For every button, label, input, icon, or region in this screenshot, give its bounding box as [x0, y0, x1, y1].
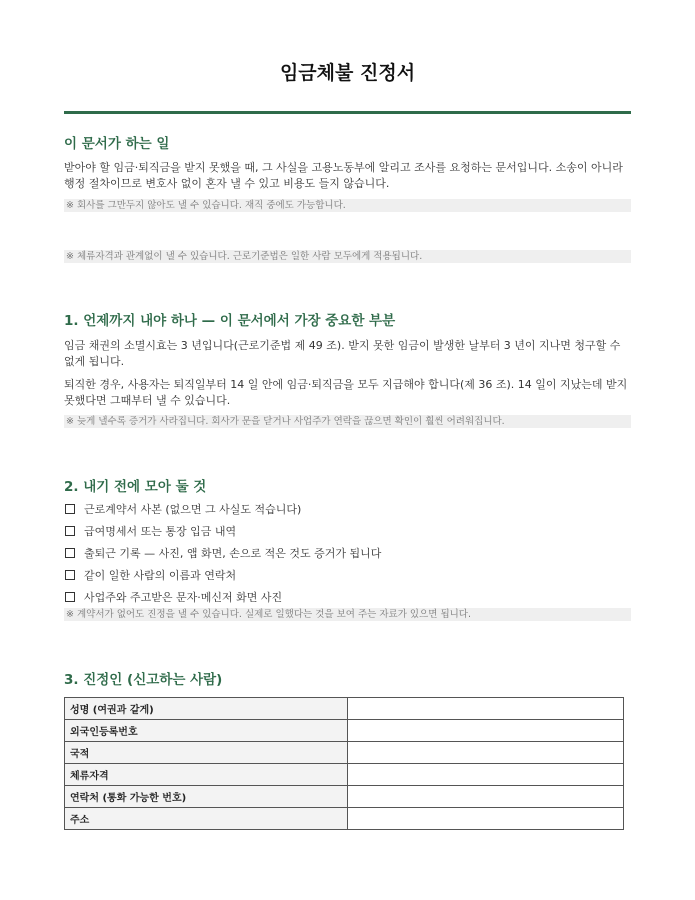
- table-row: [65, 742, 624, 764]
- row-label: 외국인등록번호: [65, 720, 348, 742]
- applicant-table: [64, 697, 624, 830]
- section-2-note: ※ 계약서가 없어도 진정을 낼 수 있습니다. 실제로 일했다는 것을 보여 주는 자료가 있으면 됩니다.: [64, 608, 631, 621]
- checklist-item: [64, 542, 631, 564]
- row-label: 체류자격: [65, 764, 348, 786]
- document-title: 임금체불 진정서: [279, 62, 416, 84]
- section-1-note: ※ 늦게 낼수록 증거가 사라집니다. 회사가 문을 닫거나 사업주가 연락을 끊으면 확인이 훨씬 어려워집니다.: [64, 415, 631, 428]
- section-3-heading: 3. 진정인 (신고하는 사람): [64, 672, 223, 688]
- row-label: 연락처 (통화 가능한 번호): [65, 786, 348, 808]
- section-1-para-1: 임금 채권의 소멸시효는 3 년입니다(근로기준법 제 49 조). 받지 못한 임금이 발생한 날부터 3 년이 지나면 청구할 수 없게 됩니다.: [64, 339, 621, 368]
- section-2: [64, 475, 631, 621]
- nationality-field[interactable]: [348, 742, 624, 764]
- checklist-item-label: 급여명세서 또는 통장 입금 내역: [84, 525, 237, 538]
- row-label: 성명 (여권과 같게): [65, 698, 348, 720]
- section-2-heading: 2. 내기 전에 모아 둘 것: [64, 479, 207, 495]
- table-row: [65, 720, 624, 742]
- checkbox-icon[interactable]: [65, 592, 75, 602]
- checklist-item-label: 근로계약서 사본 (없으면 그 사실도 적습니다): [84, 503, 302, 516]
- checklist-item: [64, 498, 631, 520]
- section-1-heading: 1. 언제까지 내야 하나 — 이 문서에서 가장 중요한 부분: [64, 313, 396, 329]
- row-label: 국적: [65, 742, 348, 764]
- section-3: [64, 668, 631, 830]
- intro-note-2: ※ 체류자격과 관계없이 낼 수 있습니다. 근로기준법은 일한 사람 모두에게 적용됩니다.: [64, 250, 631, 263]
- name-field[interactable]: [348, 698, 624, 720]
- table-row: [65, 786, 624, 808]
- checkbox-icon[interactable]: [65, 570, 75, 580]
- title-divider: [64, 111, 631, 114]
- intro-section: [64, 132, 631, 212]
- section-1-para-2: 퇴직한 경우, 사용자는 퇴직일부터 14 일 안에 임금·퇴직금을 모두 지급해야 합니다(제 36 조). 14 일이 지났는데 받지 못했다면 그때부터 낼 수 있습니다.: [64, 378, 628, 407]
- intro-note-2-wrap: [64, 250, 631, 263]
- intro-body: 받아야 할 임금·퇴직금을 받지 못했을 때, 그 사실을 고용노동부에 알리고 조사를 요청하는 문서입니다. 소송이 아니라 행정 절차이므로 변호사 없이 혼자 낼 수 있고 비용도 들지 않습니다.: [64, 161, 623, 190]
- checklist-item: [64, 520, 631, 542]
- checklist-item-label: 사업주와 주고받은 문자·메신저 화면 사진: [84, 591, 283, 604]
- registration-number-field[interactable]: [348, 720, 624, 742]
- intro-note-1: ※ 회사를 그만두지 않아도 낼 수 있습니다. 재직 중에도 가능합니다.: [64, 199, 631, 212]
- row-label: 주소: [65, 808, 348, 830]
- visa-status-field[interactable]: [348, 764, 624, 786]
- phone-field[interactable]: [348, 786, 624, 808]
- checklist-item: [64, 586, 631, 608]
- table-row: [65, 808, 624, 830]
- checklist-item-label: 같이 일한 사람의 이름과 연락처: [84, 569, 237, 582]
- checkbox-icon[interactable]: [65, 548, 75, 558]
- address-field[interactable]: [348, 808, 624, 830]
- checkbox-icon[interactable]: [65, 526, 75, 536]
- table-row: [65, 764, 624, 786]
- intro-heading: 이 문서가 하는 일: [64, 136, 170, 152]
- checklist: [64, 498, 631, 608]
- checklist-item: [64, 564, 631, 586]
- checkbox-icon[interactable]: [65, 504, 75, 514]
- section-1: [64, 309, 631, 428]
- checklist-item-label: 출퇴근 기록 — 사진, 앱 화면, 손으로 적은 것도 증거가 됩니다: [84, 547, 382, 560]
- table-row: [65, 698, 624, 720]
